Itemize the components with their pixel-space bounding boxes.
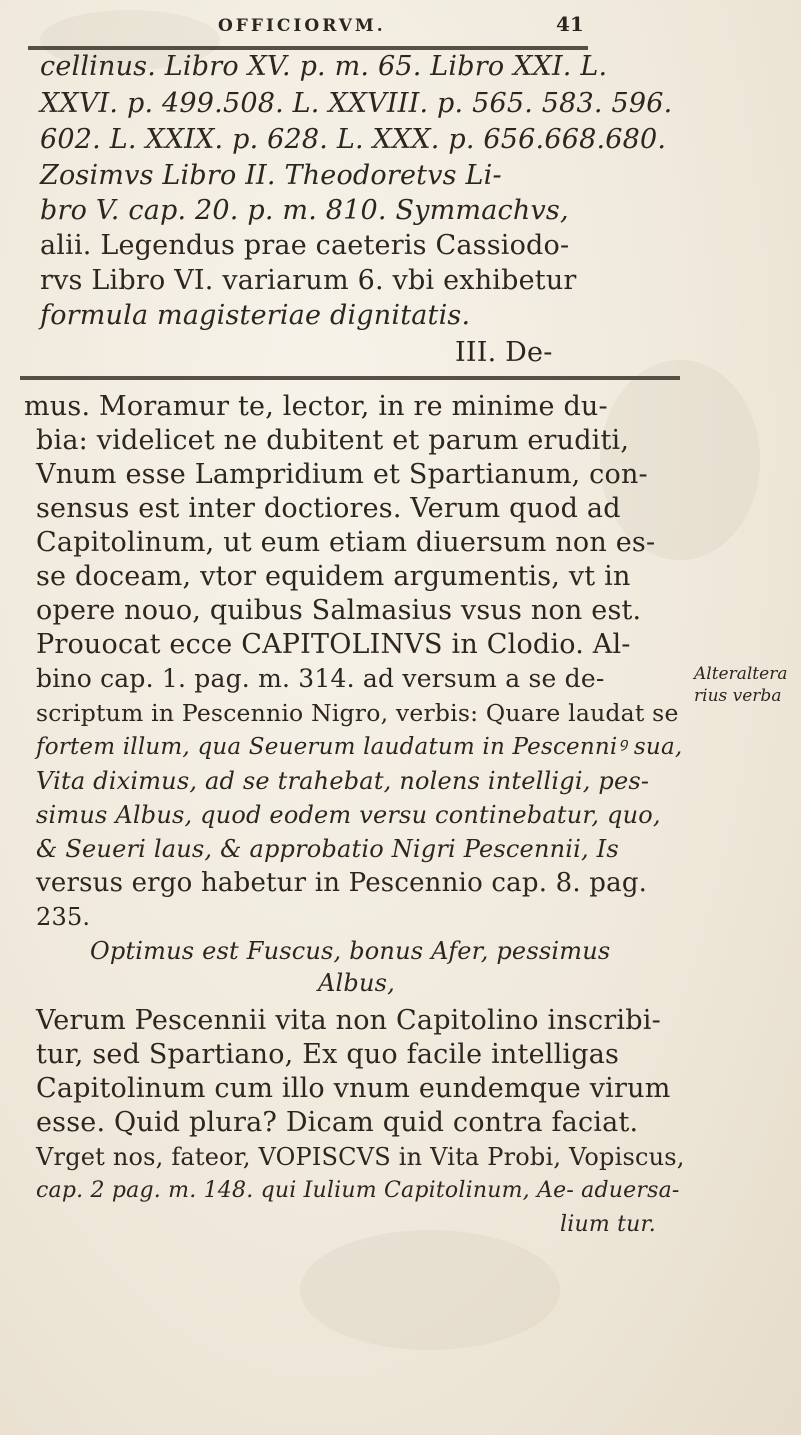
section-catchword: III. De-	[455, 337, 553, 368]
verse-line: Albus,	[318, 969, 395, 997]
text-line: Vita diximus, ad se trahebat, nolens intelligi, pes-	[36, 767, 650, 795]
text-line: fortem illum, qua Seuerum laudatum in Pescenniꝰ sua,	[36, 734, 683, 760]
text-line: mus. Moramur te, lector, in re minime du-	[24, 391, 608, 422]
paper-stain	[300, 1230, 560, 1350]
verse-line: Optimus est Fuscus, bonus Afer, pessimus	[90, 937, 611, 965]
text-line: formula magisteriae dignitatis.	[40, 300, 471, 331]
text-line: Verum Pescennii vita non Capitolino inscribi-	[36, 1005, 661, 1036]
text-line: tur, sed Spartiano, Ex quo facile intelligas	[36, 1039, 620, 1070]
text-line: alii. Legendus prae caeteris Cassiodo-	[40, 230, 570, 261]
text-line: rvs Libro VI. variarum 6. vbi exhibetur	[40, 265, 577, 296]
margin-note: Alteraltera	[694, 664, 788, 684]
text-line: bro V. cap. 20. p. m. 810. Symmachvs,	[40, 195, 569, 226]
text-line: se doceam, vtor equidem argumentis, vt in	[36, 561, 631, 592]
text-line: bia: videlicet ne dubitent et parum eruditi,	[36, 425, 630, 456]
text-line: bino cap. 1. pag. m. 314. ad versum a se de-	[36, 664, 605, 693]
text-line: XXVI. p. 499.508. L. XXVIII. p. 565. 583. 596.	[40, 88, 673, 119]
text-line: versus ergo habetur in Pescennio cap. 8. pag.	[36, 868, 648, 898]
margin-note: rius verba	[694, 686, 782, 706]
text-line: scriptum in Pescennio Nigro, verbis: Quare laudat se	[36, 699, 679, 727]
running-title: OFFICIORVM.	[218, 16, 386, 36]
text-line: esse. Quid plura? Dicam quid contra faciat.	[36, 1107, 639, 1138]
text-line: cellinus. Libro XV. p. m. 65. Libro XXI. L.	[40, 51, 608, 82]
text-line: & Seueri laus, & approbatio Nigri Pescennii, Is	[36, 835, 619, 863]
section-rule	[20, 376, 680, 380]
text-line: Zosimvs Libro II. Theodoretvs Li-	[40, 160, 502, 191]
text-line: sensus est inter doctiores. Verum quod ad	[36, 493, 621, 524]
text-line: simus Albus, quod eodem versu continebatur, quo,	[36, 801, 661, 829]
text-line: lium tur.	[560, 1212, 656, 1237]
running-header	[0, 8, 801, 48]
text-line: Capitolinum, ut eum etiam diuersum non es-	[36, 527, 656, 558]
text-line: Vrget nos, fateor, VOPISCVS in Vita Probi, Vopiscus,	[36, 1143, 685, 1171]
text-line: Vnum esse Lampridium et Spartianum, con-	[36, 459, 648, 490]
text-line: opere nouo, quibus Salmasius vsus non est.	[36, 595, 642, 626]
text-line: Prouocat ecce CAPITOLINVS in Clodio. Al-	[36, 629, 631, 660]
text-line: 235.	[36, 903, 91, 931]
text-line: cap. 2 pag. m. 148. qui Iulium Capitolinum, Ae- aduersa-	[36, 1178, 680, 1203]
text-line: Capitolinum cum illo vnum eundemque virum	[36, 1073, 671, 1104]
page-number: 41	[556, 12, 584, 36]
text-line: 602. L. XXIX. p. 628. L. XXX. p. 656.668.680.	[40, 124, 667, 155]
